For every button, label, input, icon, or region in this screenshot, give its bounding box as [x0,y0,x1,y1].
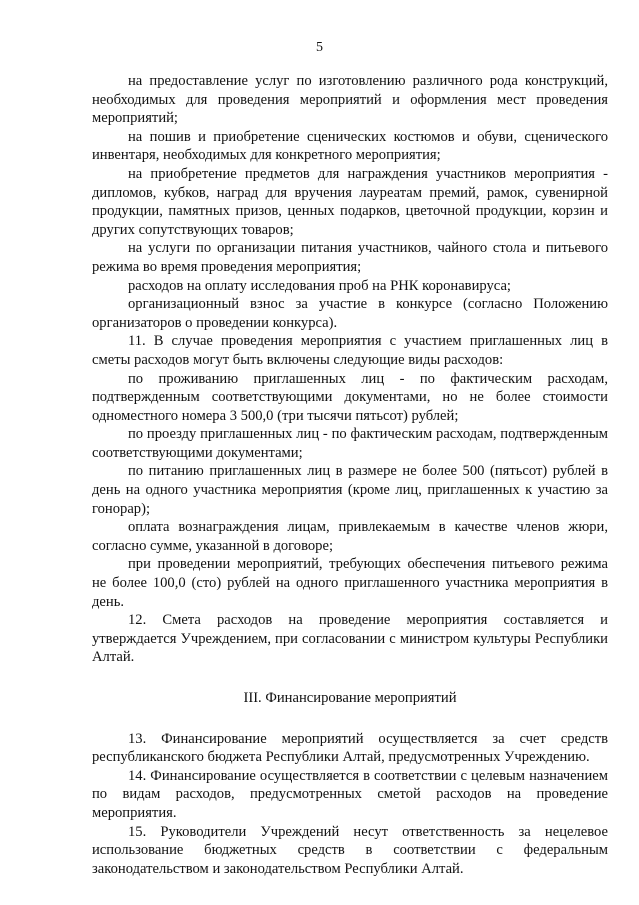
paragraph-travel: по проезду приглашенных лиц - по фактическим расходам, подтвержденным соответствующими документами; [92,426,608,461]
paragraph-contest-fee: организационный взнос за участие в конкурсе (согласно Положению организаторов о проведении конкурса). [92,296,608,331]
paragraph-catering: на услуги по организации питания участников, чайного стола и питьевого режима во время проведения мероприятия; [92,240,608,275]
paragraph-services-constructions: на предоставление услуг по изготовлению различного рода конструкций, необходимых для проведения мероприятий и оформления мест проведения мероприятий; [92,73,608,127]
paragraph-meals: по питанию приглашенных лиц в размере не более 500 (пятьсот) рублей в день на одного участника мероприятия (кроме лиц, приглашенных к участию за гонорар); [92,463,608,517]
paragraph-item-11: 11. В случае проведения мероприятия с участием приглашенных лиц в сметы расходов могут быть включены следующие виды расходов: [92,333,608,368]
paragraph-jury-fee: оплата вознаграждения лицам, привлекаемым в качестве членов жюри, согласно сумме, указанной в договоре; [92,519,608,554]
paragraph-item-15: 15. Руководители Учреждений несут ответственность за нецелевое использование бюджетных средств в соответствии с федеральным законодательством и законодательством Республики Алтай. [92,823,608,877]
paragraph-covid-tests: расходов на оплату исследования проб на РНК коронавируса; [128,277,511,294]
paragraph-awards: на приобретение предметов для награждения участников мероприятия - дипломов, кубков, наград для вручения лауреатам премий, рамок, сувенирной продукции, памятных призов, ценных подарков, цветочной продукции, корзин и других сопутствующих товаров; [92,165,608,238]
paragraph-accommodation: по проживанию приглашенных лиц - по фактическим расходам, подтвержденным соответствующими документами, но не более стоимости одноместного номера 3 500,0 (три тысячи пятьсот) рублей; [92,370,608,424]
page-number: 5 [316,40,323,55]
paragraph-item-14: 14. Финансирование осуществляется в соответствии с целевым назначением по видам расходов, предусмотренных сметой расходов на проведение мероприятия. [92,767,608,821]
paragraph-drinking-regime: при проведении мероприятий, требующих обеспечения питьевого режима не более 100,0 (сто) рублей на одного приглашенного участника мероприятия в день. [92,556,608,610]
paragraph-item-12: 12. Смета расходов на проведение мероприятия составляется и утверждается Учреждением, при согласовании с министром культуры Республики Алтай. [92,612,608,666]
section-heading: III. Финансирование мероприятий [243,690,457,706]
document-body [92,72,608,878]
paragraph-costumes: на пошив и приобретение сценических костюмов и обуви, сценического инвентаря, необходимых для конкретного мероприятия; [92,128,608,164]
paragraph-item-13: 13. Финансирование мероприятий осуществляется за счет средств республиканского бюджета Республики Алтай, предусмотренных Учреждению. [92,730,608,766]
